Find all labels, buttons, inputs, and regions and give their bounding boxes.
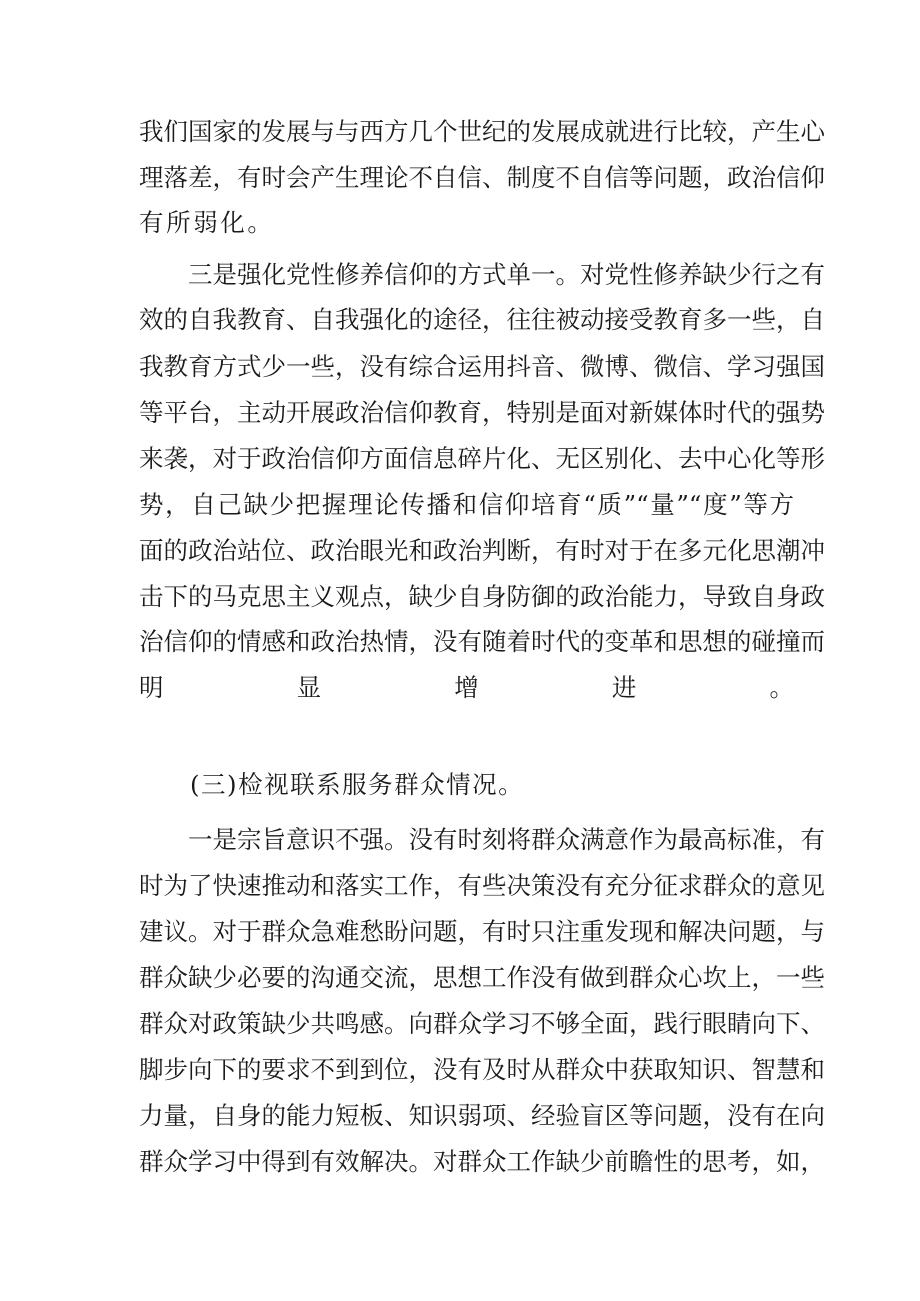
paragraph-2-line-5: 来袭，对于政治信仰方面信息碎片化、无区别化、去中心化等形 [139, 444, 825, 473]
paragraph-1-line-3: 有所弱化。 [139, 208, 275, 237]
paragraph-2-line-10: 明显增进。 [139, 673, 794, 702]
paragraph-3-line-3: 建议。对于群众急难愁盼问题，有时只注重发现和解决问题，与 [139, 917, 825, 946]
paragraph-3-line-1: 一是宗旨意识不强。没有时刻将群众满意作为最高标准，有 [188, 825, 825, 854]
paragraph-2-line-9: 治信仰的情感和政治热情，没有随着时代的变革和思想的碰撞而 [139, 627, 825, 656]
paragraph-2-line-6: 势，自己缺少把握理论传播和信仰培育“质”“量”“度”等方 [139, 490, 794, 519]
paragraph-3-line-6: 脚步向下的要求不到到位，没有及时从群众中获取知识、智慧和 [139, 1055, 825, 1084]
paragraph-2-line-4: 等平台，主动开展政治信仰教育，特别是面对新媒体时代的强势 [139, 398, 825, 427]
paragraph-3-line-2: 时为了快速推动和落实工作，有些决策没有充分征求群众的意见 [139, 871, 825, 900]
paragraph-1-line-2: 理落差，有时会产生理论不自信、制度不自信等问题，政治信仰 [139, 163, 825, 192]
paragraph-3-line-5: 群众对政策缺少共鸣感。向群众学习不够全面，践行眼睛向下、 [139, 1009, 825, 1038]
paragraph-3-line-8: 群众学习中得到有效解决。对群众工作缺少前瞻性的思考，如， [139, 1147, 825, 1176]
paragraph-2-line-2: 效的自我教育、自我强化的途径，往往被动接受教育多一些，自 [139, 305, 825, 334]
paragraph-1-line-1: 我们国家的发展与与西方几个世纪的发展成就进行比较，产生心 [139, 117, 825, 146]
paragraph-3-line-4: 群众缺少必要的沟通交流，思想工作没有做到群众心坎上，一些 [139, 963, 825, 992]
paragraph-2-line-7: 面的政治站位、政治眼光和政治判断，有时对于在多元化思潮冲 [139, 536, 825, 565]
paragraph-2-line-3: 我教育方式少一些，没有综合运用抖音、微博、微信、学习强国 [139, 352, 825, 381]
paragraph-2-line-8: 击下的马克思主义观点，缺少自身防御的政治能力，导致自身政 [139, 582, 825, 611]
paragraph-2-line-1: 三是强化党性修养信仰的方式单一。对党性修养缺少行之有 [188, 260, 825, 289]
section-heading: (三)检视联系服务群众情况。 [190, 770, 525, 799]
paragraph-3-line-7: 力量，自身的能力短板、知识弱项、经验盲区等问题，没有在向 [139, 1101, 825, 1130]
